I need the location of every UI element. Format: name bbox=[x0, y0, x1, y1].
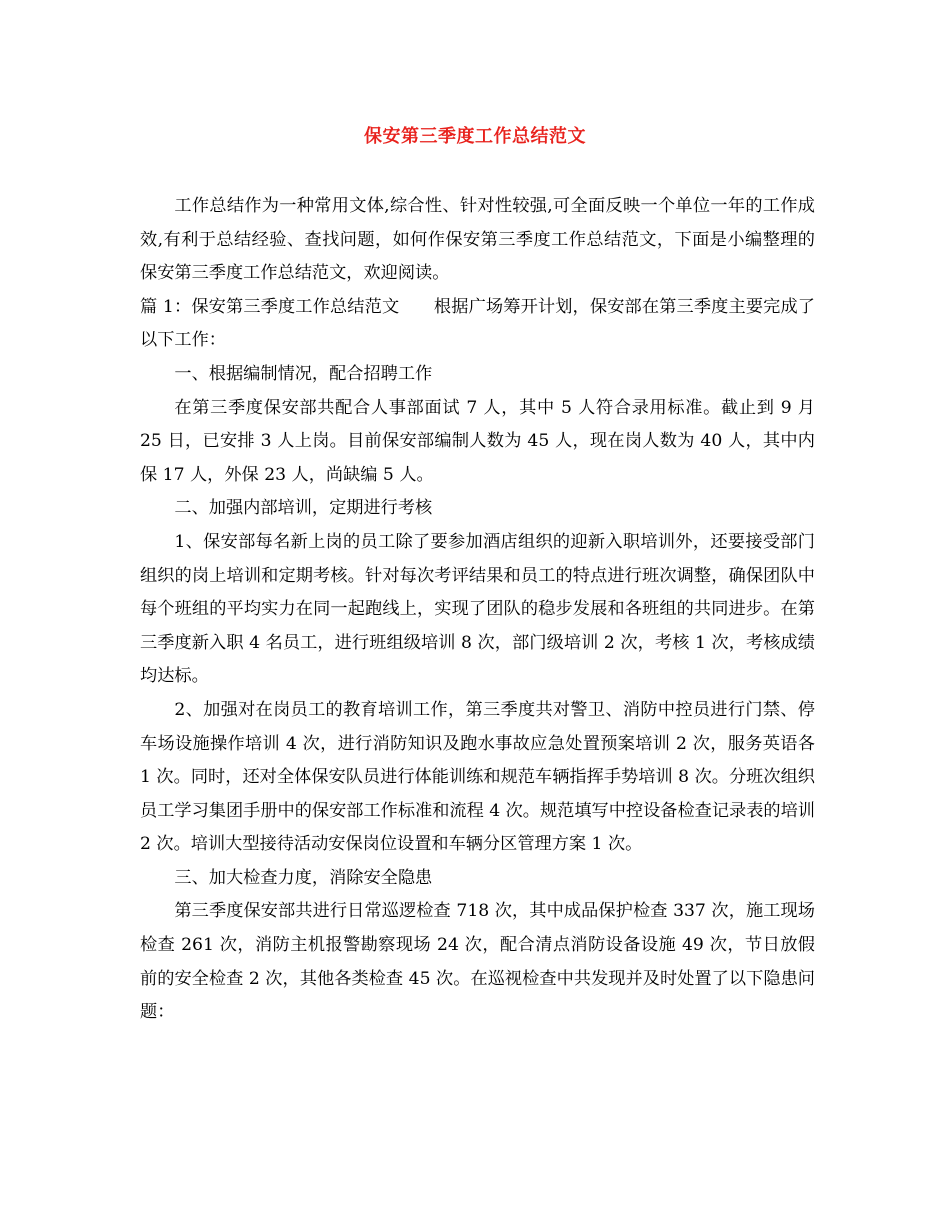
recruitment-paragraph: 在第三季度保安部共配合人事部面试 7 人，其中 5 人符合录用标准。截止到 9 月 25 日，已安排 3 人上岗。目前保安部编制人数为 45 人，现在岗人数为 40 人，其中内保 17 人，外保 23 人，尚缺编 5 人。 bbox=[140, 397, 815, 485]
document-title: 保安第三季度工作总结范文 bbox=[364, 126, 586, 147]
part-one-intro-paragraph: 篇 1：保安第三季度工作总结范文 根据广场筹开计划，保安部在第三季度主要完成了以下工作： bbox=[140, 296, 815, 351]
section-heading-inspection: 三、加大检查力度，消除安全隐患 bbox=[174, 867, 433, 888]
training-paragraph-1: 1、保安部每名新上岗的员工除了要参加酒店组织的迎新入职培训外，还要接受部门组织的岗上培训和定期考核。针对每次考评结果和员工的特点进行班次调整，确保团队中每个班组的平均实力在同一起跑线上，实现了团队的稳步发展和各班组的共同进步。在第三季度新入职 4 名员工，进行班组级培训 8 次，部门级培训 2 次，考核 1 次，考核成绩均达标。 bbox=[140, 531, 815, 687]
intro-paragraph: 工作总结作为一种常用文体,综合性、针对性较强,可全面反映一个单位一年的工作成效,有利于总结经验、查找问题，如何作保安第三季度工作总结范文，下面是小编整理的保安第三季度工作总结范文，欢迎阅读。 bbox=[140, 196, 815, 284]
section-heading-recruitment: 一、根据编制情况，配合招聘工作 bbox=[174, 363, 433, 384]
inspection-paragraph: 第三季度保安部共进行日常巡逻检查 718 次，其中成品保护检查 337 次，施工现场检查 261 次，消防主机报警勘察现场 24 次，配合清点消防设备设施 49 次，节日放假前的安全检查 2 次，其他各类检查 45 次。在巡视检查中共发现并及时处置了以下隐患问题： bbox=[140, 901, 815, 1023]
training-paragraph-2: 2、加强对在岗员工的教育培训工作，第三季度共对警卫、消防中控员进行门禁、停车场设施操作培训 4 次，进行消防知识及跑水事故应急处置预案培训 2 次，服务英语各 1 次。同时，还对全体保安队员进行体能训练和规范车辆指挥手势培训 8 次。分班次组织员工学习集团手册中的保安部工作标准和流程 4 次。规范填写中控设备检查记录表的培训 2 次。培训大型接待活动安保岗位设置和车辆分区管理方案 1 次。 bbox=[140, 699, 815, 855]
document-body bbox=[140, 190, 815, 1030]
section-heading-training: 二、加强内部培训，定期进行考核 bbox=[174, 498, 433, 519]
